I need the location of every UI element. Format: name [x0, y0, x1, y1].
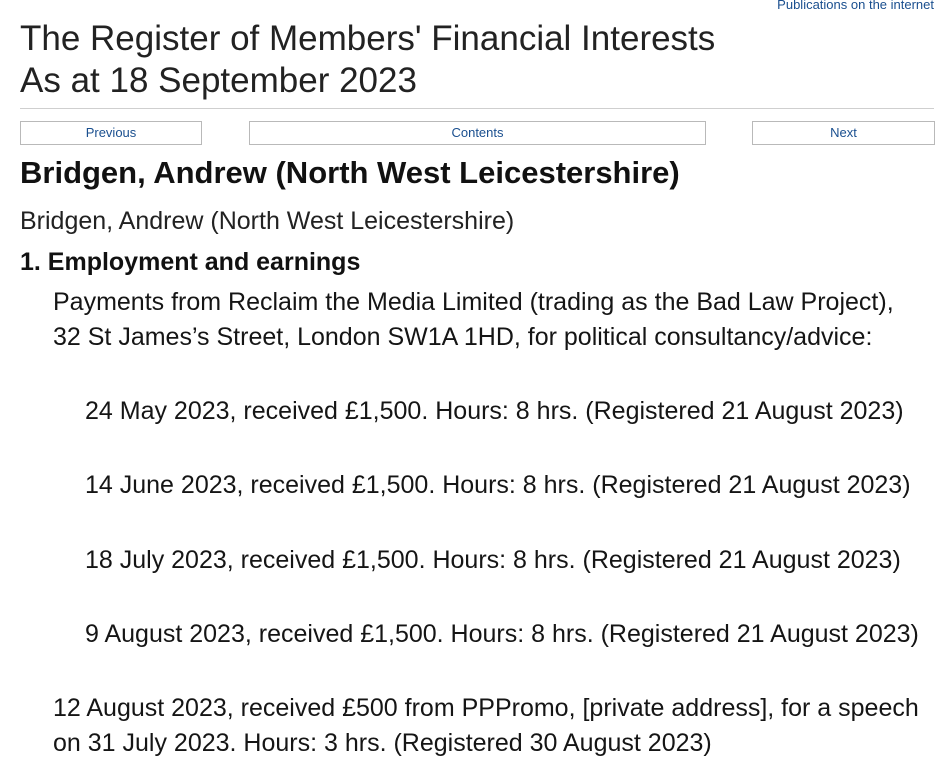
section-heading: 1. Employment and earnings	[20, 248, 361, 276]
next-button[interactable]: Next	[752, 121, 935, 145]
publications-link[interactable]: Publications on the internet	[777, 0, 934, 12]
payment-item: 9 August 2023, received £1,500. Hours: 8 hrs. (Registered 21 August 2023)	[85, 620, 919, 648]
page-title	[20, 18, 715, 102]
member-heading: Bridgen, Andrew (North West Leicestershire)	[20, 155, 680, 190]
page-title-line1: The Register of Members' Financial Interests	[20, 19, 716, 58]
previous-button[interactable]: Previous	[20, 121, 202, 145]
payment-intro: Payments from Reclaim the Media Limited (trading as the Bad Law Project), 32 St James’s Street, London SW1A 1HD, for political consultancy/advice:	[53, 288, 894, 351]
page-title-line2: As at 18 September 2023	[20, 61, 417, 100]
payment-item: 18 July 2023, received £1,500. Hours: 8 hrs. (Registered 21 August 2023)	[85, 546, 901, 574]
member-subheading: Bridgen, Andrew (North West Leicestershire)	[20, 207, 515, 235]
speech-payment: 12 August 2023, received £500 from PPPromo, [private address], for a speech on 31 July 2023. Hours: 3 hrs. (Registered 30 August 2023)	[53, 694, 919, 757]
contents-button[interactable]: Contents	[249, 121, 706, 145]
payment-item: 14 June 2023, received £1,500. Hours: 8 hrs. (Registered 21 August 2023)	[85, 471, 911, 499]
header-divider	[20, 108, 934, 109]
payment-item: 24 May 2023, received £1,500. Hours: 8 hrs. (Registered 21 August 2023)	[85, 397, 904, 425]
